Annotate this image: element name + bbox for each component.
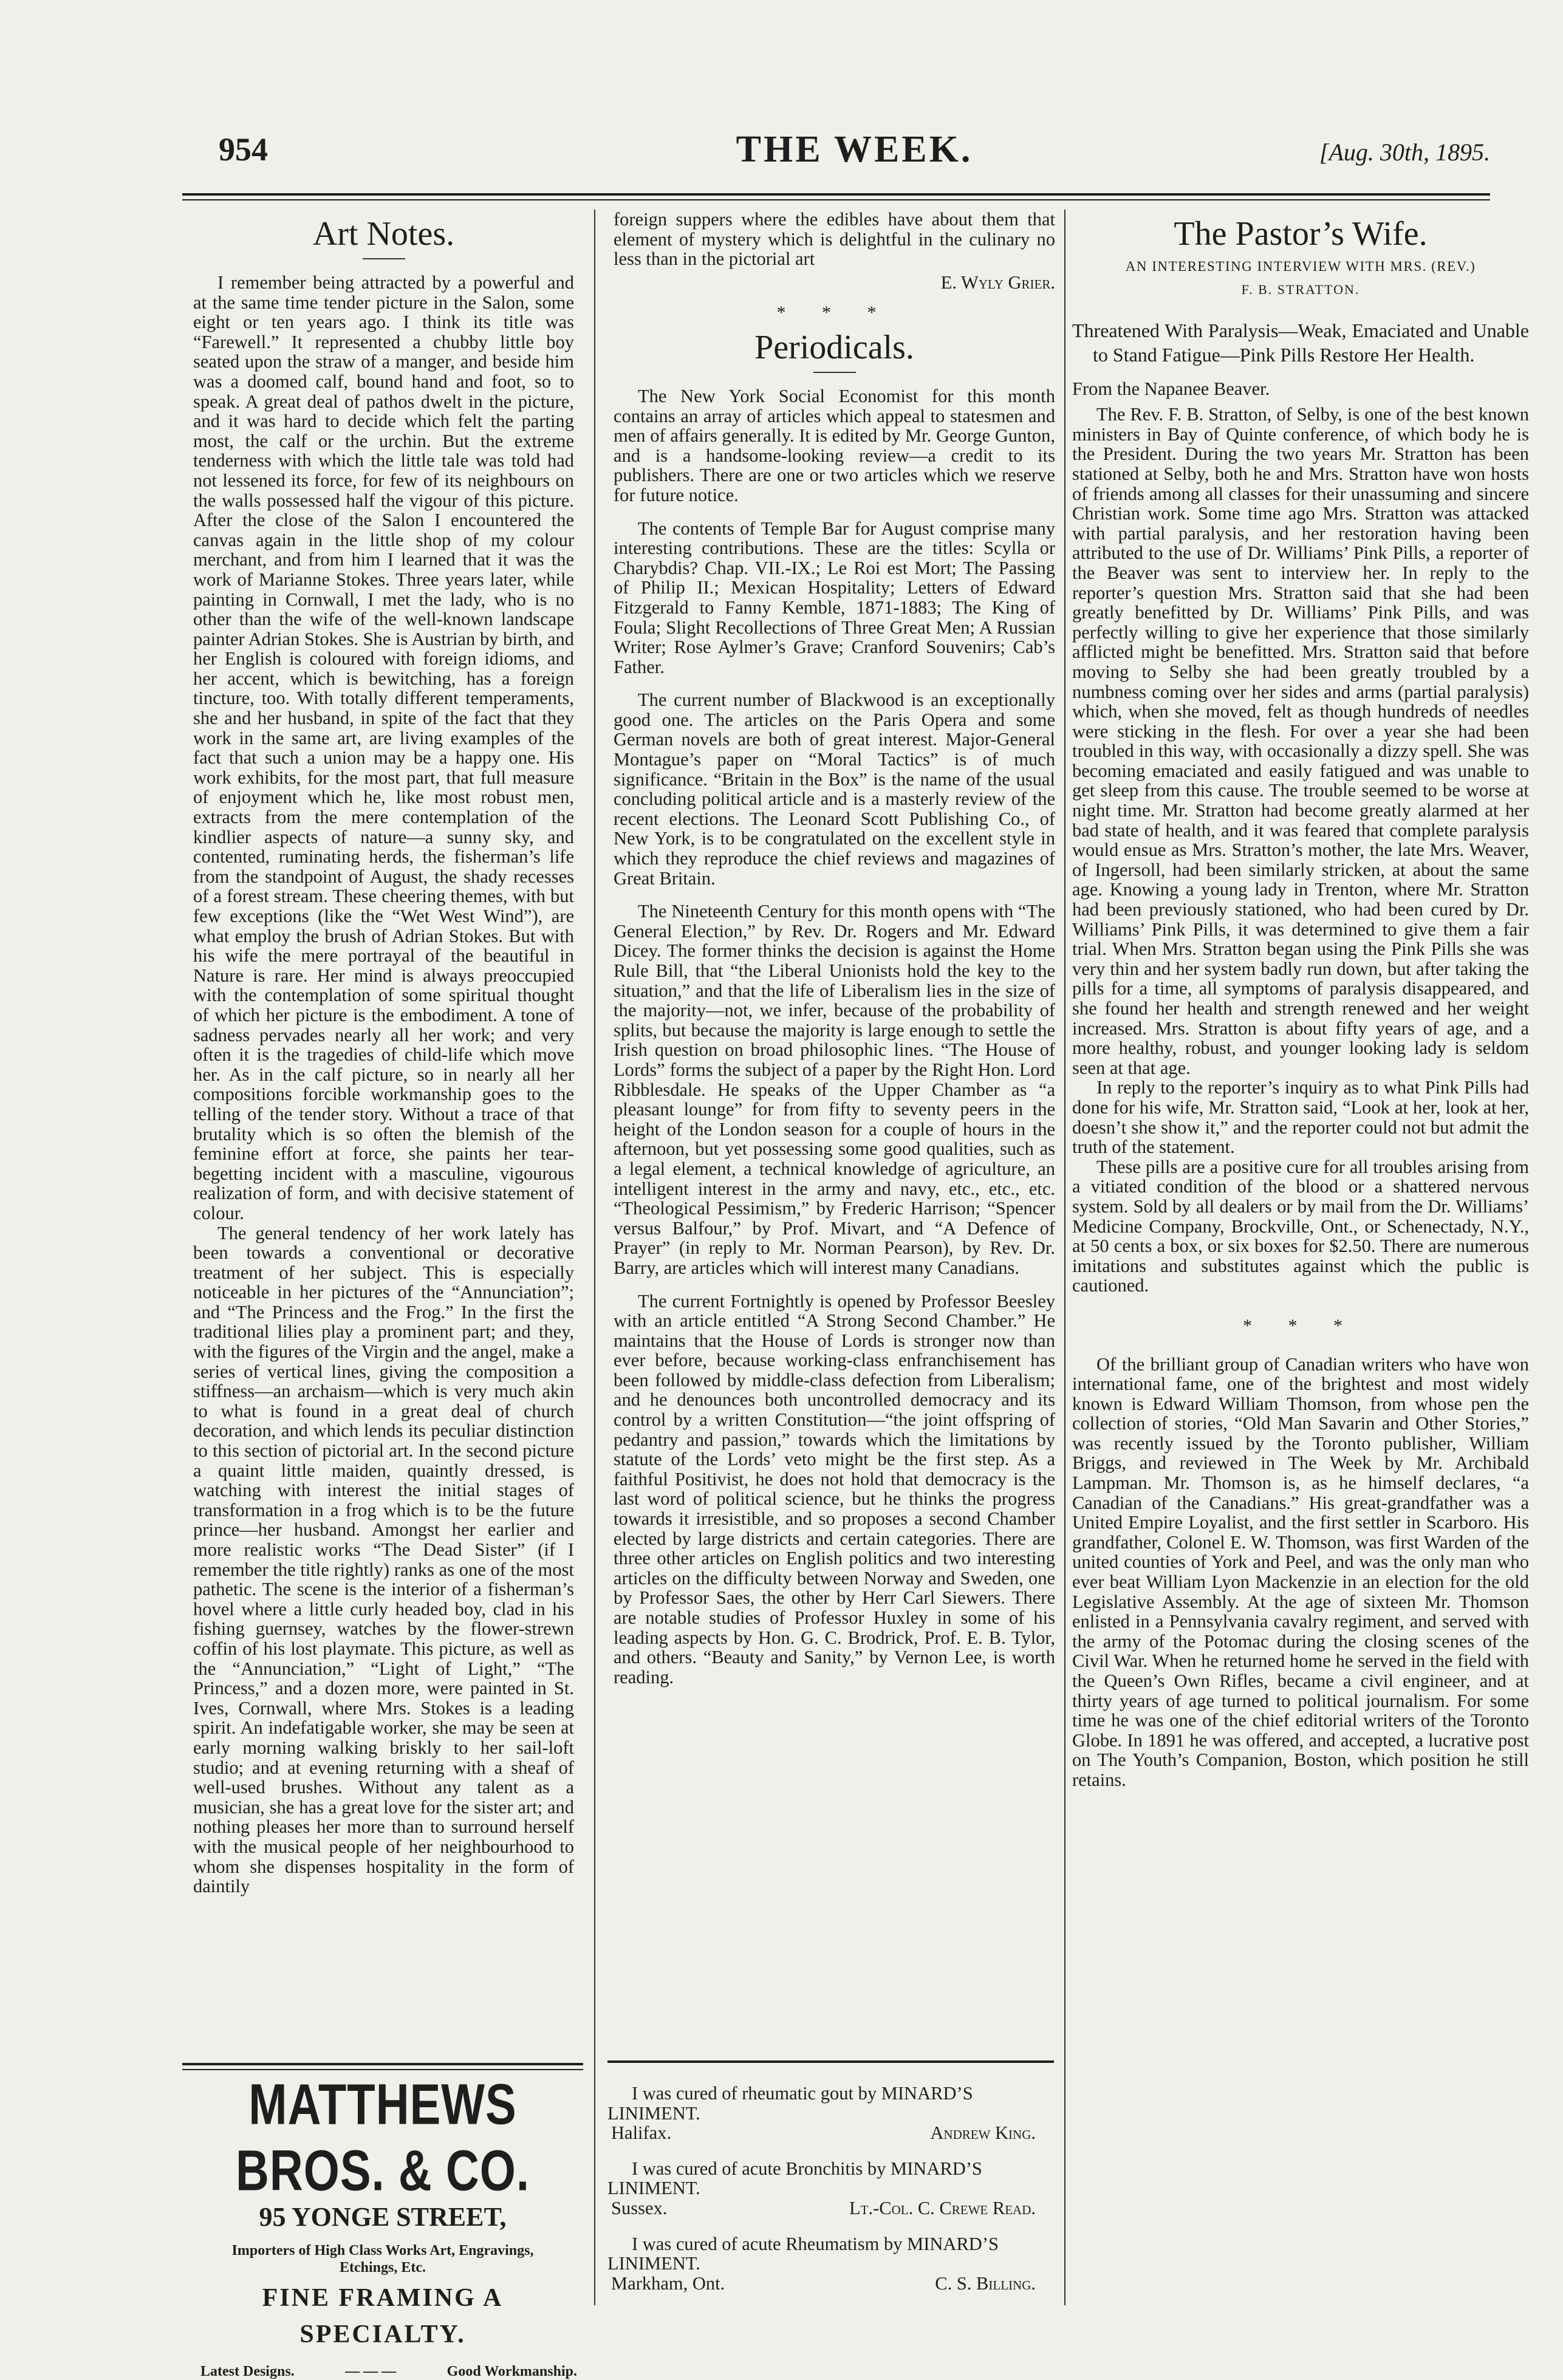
art-notes-paragraph: I remember being attracted by a powerful and at the same time tender picture in the Salon, some eight or ten years ago. I think its title was “Farewell.” It represented a chubby little boy seated upon the straw of a manger, and beside him was a doomed calf, bound hand and foot, so to speak. A great deal of pathos dwelt in the picture, and it was hard to decide which felt the parting most, the calf or the urchin. But the extreme tenderness with which the little tale was told had not lessened its force, for few of its neighbours on the walls possessed half the vigour of this picture. After the close of the Salon I encountered the canvas again in the little shop of my colour merchant, and from him I learned that it was the work of Marianne Stokes. Three years later, while painting in Cornwall, I met the lady, who is no other than the wife of the well-known landscape painter Adrian Stokes. She is Austrian by birth, and her English is coloured with foreign idioms, and her accent, which is bewitching, has a foreign tincture, too. With totally different temperaments, she and her husband, in spite of the fact that they work in the same art, are living examples of the fact that such a union may be a happy one. His work exhibits, for the most part, that full measure of enjoyment which he, like most robust men, extracts from the mere contemplation of the kindlier aspects of nature—a sunny sky, and contented, ruminating herds, the fisherman’s life from the standpoint of August, the shady recesses of a forest stream. These cheering themes, with but few exceptions (like the “Wet West Wind”), are what employ the brush of Adrian Stokes. But with his wife the mere portrayal of the beautiful in Nature is rare. Her mind is always preoccupied with the contemplation of some spiritual thought of which her picture is the embodiment. A tone of sadness pervades nearly all her work; and very often it is the tragedies of child-life which move her. As in the calf picture, so in nearly all her compositions forcible workmanship goes to the telling of the tender story. Without a trace of that brutality which is so often the blemish of the feminine effort at force, she paints her tear-begetting incident with a masculine, vigourous realization of form, and with decisive statement of colour.: [193, 272, 574, 1223]
ad-framing-line: FINE FRAMING A: [262, 2284, 504, 2312]
testimonial-name: Andrew King.: [930, 2122, 1036, 2144]
testimonial-place: Markham, Ont.: [611, 2272, 725, 2294]
testimonial-name: Lt.-Col. C. Crewe Read.: [849, 2197, 1036, 2218]
testimonial-text: I was cured of rheumatic gout by MINARD’S LINIMENT.: [607, 2083, 973, 2124]
testimonial-place: Sussex.: [611, 2197, 668, 2218]
art-notes-column: [193, 210, 574, 1896]
title-rule: [813, 372, 856, 373]
matthews-bros-advertisement: [182, 2063, 583, 2379]
periodicals-paragraph: The current number of Blackwood is an exceptionally good one. The articles on the Paris Opera and some German novels are both of great interest. Major-General Montague’s paper on “Moral Tactics” is of much significance. “Britain in the Box” is the name of the usual concluding political article and is a masterly review of the recent elections. The Leonard Scott Publishing Co., of New York, is to be congratulated on the excellent style in which they reproduce the chief reviews and magazines of Great Britain.: [614, 689, 1055, 889]
testimonial-text: I was cured of acute Bronchitis by MINARD’S LINIMENT.: [607, 2158, 982, 2199]
ad-street: 95 YONGE STREET,: [259, 2202, 507, 2232]
testimonial: [607, 2234, 1054, 2294]
testimonial: [607, 2159, 1054, 2218]
ad-importers: Importers of High Class Works Art, Engravings, Etchings, Etc.: [231, 2243, 534, 2276]
literary-note-paragraph: Of the brilliant group of Canadian writers who have won international fame, one of the brightest and most widely known is Edward William Thomson, from whose pen the collection of stories, “Old Man Savarin and Other Stories,” was recently issued by the Toronto publisher, William Briggs, and reviewed in The Week by Mr. Archibald Lampman. Mr. Thomson is, as he himself declares, “a Canadian of the Canadians.” His great-grandfather was a United Empire Loyalist, and the first settler in Scarboro. His grandfather, Colonel E. W. Thomson, was first Warden of the united counties of York and Peel, and was the only man who ever beat William Lyon Mackenzie in an election for the old Legislative Assembly. At the age of sixteen Mr. Thomson enlisted in a Pennsylvania cavalry regiment, and served with the army of the Potomac during the closing scenes of the Civil War. When he returned home he served in the field with the Queen’s Own Rifles, became a civil engineer, and at thirty years of age turned to political journalism. For some time he was one of the chief editorial writers of the Toronto Globe. In 1891 he was offered, and accepted, a lucrative post on The Youth’s Companion, Boston, which position he still retains.: [1072, 1353, 1529, 1790]
column-divider: [1064, 210, 1065, 2305]
section-separator: * * *: [1243, 1315, 1358, 1336]
periodicals-paragraph: The Nineteenth Century for this month opens with “The General Election,” by Rev. Dr. Rogers and Mr. Edward Dicey. The former thinks the decision is against the Home Rule Bill, that “the Liberal Unionists hold the key to the situation,” and that the life of Liberalism lies in the size of the majority—not, we infer, because of the probability of splits, but because the majority is large enough to settle the Irish question on broad philosophic lines. “The House of Lords” forms the subject of a paper by the Right Hon. Lord Ribblesdale. He speaks of the Upper Chamber as “a pleasant lounge” for from fifty to seventy peers in the height of the London season for a couple of hours in the afternoon, but yet possessing some good qualities, such as a legal element, a technical knowledge of agriculture, an intelligent interest in the army and navy, etc., etc., etc. “Theological Pessimism,” by Frederic Harrison; “Spencer versus Balfour,” by Prof. Mivart, and “A Defence of Prayer” (in reply to Mr. Norman Pearson), by Rev. Dr. Barry, are articles which will interest many Canadians.: [614, 901, 1055, 1278]
testimonial-place: Halifax.: [611, 2122, 672, 2144]
periodicals-paragraph: The contents of Temple Bar for August comprise many interesting contributions. These are the titles: Scylla or Charybdis? Chap. VII.-IX.; Le Roi est Mort; The Passing of Philip II.; Mexican Hospitality; Letters of Edward Fitzgerald to Fanny Kemble, 1871-1883; The King of Foula; Slight Recollections of Three Great Men; A Russian Writer; Rose Aylmer’s Grave; Cranford Souvenirs; Cab’s Father.: [614, 518, 1055, 677]
title-rule: [363, 258, 405, 259]
periodicals-column: [614, 210, 1055, 1687]
article-source: From the Napanee Beaver.: [1072, 378, 1270, 399]
art-notes-paragraph: The general tendency of her work lately has been towards a conventional or decorative treatment of her subject. This is especially noticeable in her pictures of the “Annunciation”; and “The Princess and the Frog.” In the first the traditional lilies play a prominent part; and they, with the figures of the Virgin and the angel, make a series of vertical lines, giving the composition a stiffness—an archaism—which is very much akin to what is found in a great deal of church decoration, and which lends its peculiar distinction to this section of pictorial art. In the second picture a quaint little maiden, quaintly dressed, is watching with interest the initial stages of transformation in a frog which is to be the future prince—her husband. Amongst her earlier and more realistic works “The Dead Sister” (if I remember the title rightly) ranks as one of the most pathetic. The scene is the interior of a fisherman’s hovel where a little curly headed boy, clad in his fishing guernsey, watches by the flower-strewn coffin of his lost playmate. This picture, as well as the “Annunciation,” “Light of Light,” “The Princess,” and a dozen more, were painted in St. Ives, Cornwall, where Mrs. Stokes is a leading spirit. An indefatigable worker, she may be seen at early morning walking briskly to her sail-loft studio; and at evening returning with a sheaf of well-used brushes. Without any talent as a musician, she has a great love for the sister art; and nothing pleases her more than to surround herself with the musical people of her neighbourhood to whom she dispenses hospitality in the form of daintily: [193, 1222, 574, 1897]
pastors-wife-paragraph: The Rev. F. B. Stratton, of Selby, is one of the best known ministers in Bay of Quinte conference, of which body he is the President. During the two years Mr. Stratton has been stationed at Selby, both he and Mrs. Stratton have won hosts of friends among all classes for their unassuming and sincere Christian work. Some time ago Mrs. Stratton was attacked with partial paralysis, and her restoration having been attributed to the use of Dr. Williams’ Pink Pills, a reporter of the Beaver was sent to interview her. In reply to the reporter’s question Mrs. Stratton said that she had been greatly benefitted by Dr. Williams’ Pink Pills, and was perfectly willing to give her experience that those similarly afflicted might be benefitted. Mrs. Stratton said that before moving to Selby she had been greatly troubled by a numbness coming over her sides and arms (partial paralysis) which, when she moved, felt as though hundreds of needles were sticking in the flesh. For over a year she had been troubled in this way, with occasionally a dizzy spell. She was becoming emaciated and easily fatigued and was unable to get sleep from this cause. The trouble seemed to be worse at night time. Mr. Stratton had become greatly alarmed at her bad state of health, and it was feared that complete paralysis would ensue as Mrs. Stratton’s mother, the late Mrs. Weaver, of Ingersoll, had been similarly stricken, at about the same age. Knowing a young lady in Trenton, where Mr. Stratton had been previously stationed, who had been cured by Dr. Williams’ Pink Pills, it was determined to give them a fair trial. When Mrs. Stratton began using the Pink Pills she was very thin and her system badly run down, but after taking the pills for a time, all symptoms of paralysis disappeared, and she found her health and strength renewed and her weight increased. Mrs. Stratton is about fifty years of age, and a more healthy, robust, and younger looking lady is seldom seen at that age.: [1072, 404, 1529, 1078]
ad-framing-line: SPECIALTY.: [299, 2320, 466, 2348]
page-number: 954: [219, 131, 268, 168]
header-rule-thin: [182, 199, 1490, 200]
masthead: THE WEEK.: [736, 129, 973, 170]
column-divider: [594, 210, 595, 2305]
art-notes-title: Art Notes.: [312, 215, 455, 253]
article-subtitle: AN INTERESTING INTERVIEW WITH MRS. (REV.): [1125, 259, 1476, 274]
page-header: [219, 131, 1490, 185]
periodicals-paragraph: The current Fortnightly is opened by Professor Beesley with an article entitled “A Strong Second Chamber.” He maintains that the House of Lords is stronger now than ever before, because working-class enfranchisement has been followed by middle-class defection from Liberalism; and he denounces both uncontrolled democracy and its control by a written Constitution—“the joint offspring of pedantry and passion,” towards which the limitations by statute of the Lords’ veto might be the first step. As a faithful Positivist, he does not hold that democracy is the last word of political science, but he thinks the progress towards it irresistible, and so proposes a second Chamber elected by large districts and certain categories. There are three other articles on English politics and two interesting articles on the difficulty between Norway and Sweden, one by Professor Saes, the other by Herr Carl Siewers. There are notable studies of Professor Huxley in some of his leading aspects by Hon. G. C. Brodrick, Prof. E. B. Tylor, and others. “Beauty and Sanity,” by Vernon Lee, is worth reading.: [614, 1290, 1055, 1688]
periodicals-paragraph: The New York Social Economist for this month contains an array of articles which appeal to statesmen and men of affairs generally. It is edited by Mr. George Gunton, and is a handsome-looking review—a credit to its publishers. There are one or two articles which we reserve for future notice.: [614, 385, 1055, 505]
ad-company-name: MATTHEWS BROS. & CO.: [236, 2072, 530, 2203]
periodicals-title: Periodicals.: [754, 328, 914, 366]
ad-footer-right: Good Workmanship.: [446, 2364, 577, 2379]
testimonial: [607, 2084, 1054, 2143]
pastors-wife-paragraph: These pills are a positive cure for all troubles arising from a vitiated condition of the blood or a shattered nervous system. Sold by all dealers or by mail from the Dr. Williams’ Medicine Company, Brockville, Ont., or Schenectady, N.Y., at 50 cents a box, or six boxes for $2.50. There are numerous imitations and substitutes against which the public is cautioned.: [1072, 1156, 1529, 1296]
article-subtitle: F. B. STRATTON.: [1241, 282, 1360, 297]
pastors-wife-paragraph: In reply to the reporter’s inquiry as to what Pink Pills had done for his wife, Mr. Stratton said, “Look at her, look at her, doesn’t she show it,” and the reporter could not but admit the truth of the statement.: [1072, 1077, 1529, 1158]
issue-date: [Aug. 30th, 1895.: [1319, 138, 1490, 166]
pastors-wife-column: [1072, 210, 1529, 1790]
pastors-wife-title: The Pastor’s Wife.: [1174, 215, 1428, 253]
author-signature: E. Wyly Grier.: [940, 272, 1055, 293]
header-rule: [182, 193, 1490, 196]
testimonial-name: C. S. Billing.: [935, 2272, 1036, 2294]
minards-liniment-testimonials: [607, 2060, 1054, 2309]
art-notes-continued: foreign suppers where the edibles have about them that element of mystery which is delightful in the culinary no less than in the pictorial art: [614, 209, 1055, 270]
section-separator: * * *: [776, 303, 892, 323]
ad-footer-left: Latest Designs.: [200, 2364, 295, 2379]
article-headline: Threatened With Paralysis—Weak, Emaciated and Unable to Stand Fatigue—Pink Pills Restore Her Health.: [1072, 319, 1529, 366]
ad-footer-dashes: — — —: [345, 2364, 397, 2379]
testimonial-text: I was cured of acute Rheumatism by MINARD’S LINIMENT.: [607, 2233, 999, 2274]
